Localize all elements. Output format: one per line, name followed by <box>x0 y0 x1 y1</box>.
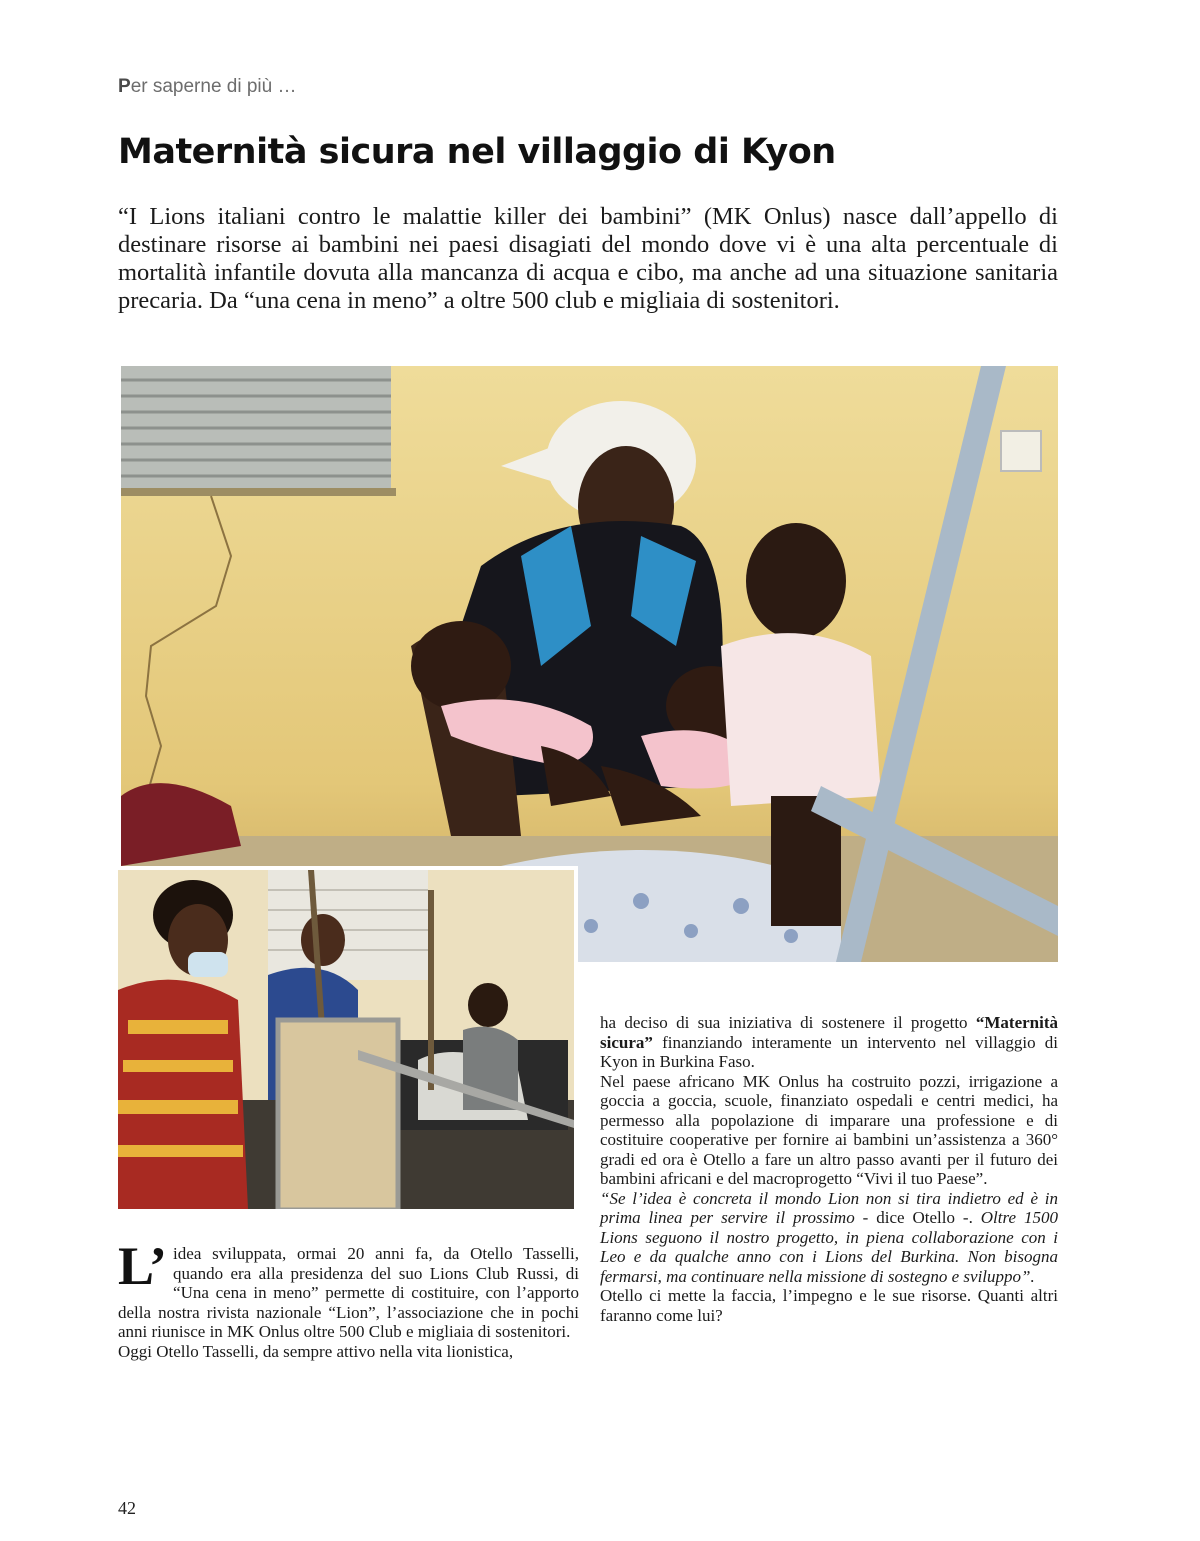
quote-attribution: - dice Otello -. <box>854 1208 981 1227</box>
quote-text: Oltre 1500 Lions seguono il nostro progetto, in piena collaborazione con i Leo e da qualche anno con i Lions del Burkina. Non bisogna fermarsi, ma continuare nella missione di sostegno e sviluppo”. <box>600 1208 1058 1286</box>
article-paragraph: Nel paese africano MK Onlus ha costruito pozzi, irrigazione a goccia a goccia, scuole, finanziato ospedali e centri medici, ha permesso alla popolazione di imparare una professione e di costituire cooperative per fornire ai bambini un’assistenza a 360° gradi ed ora è Otello a fare un altro passo avanti per il futuro dei bambini africani e del macroprogetto “Vivi il tuo Paese”. <box>600 1071 1058 1188</box>
photo-hospital-room-drawing <box>118 870 574 1209</box>
article-paragraph <box>600 1013 1058 1072</box>
kicker-text: er saperne di più … <box>130 76 297 97</box>
paragraph-text: ha deciso di sua iniziativa di sostenere il progetto <box>600 1013 976 1032</box>
section-kicker <box>118 76 297 98</box>
kicker-initial: P <box>118 76 131 97</box>
article-quote <box>600 1189 1058 1287</box>
article-paragraph-intro <box>118 1236 579 1342</box>
drop-cap: L’ <box>118 1236 168 1296</box>
quote-text: “Se l’idea è concreta il mondo Lion non si tira indietro ed è in prima linea per servire il prossimo <box>600 1188 1058 1227</box>
article-lead: “I Lions italiani contro le malattie killer dei bambini” (MK Onlus) nasce dall’appello di destinare risorse ai bambini nei paesi disagiati del mondo dove vi è una alta percentuale di mortalità infantile dovuta alla mancanza di acqua e cibo, ma anche ad una situazione sanitaria precaria. Da “una cena in meno” a oltre 500 club e migliaia di sostenitori. <box>118 203 1058 314</box>
article-paragraph: Oggi Otello Tasselli, da sempre attivo nella vita lionistica, <box>118 1341 514 1361</box>
paragraph-text: idea sviluppata, ormai 20 anni fa, da Otello Tasselli, quando era alla presidenza del suo Lions Club Russi, di “Una cena in meno” permette di costituire, con l’apporto della nostra rivista nazionale “Lion”, l’associazione che in pochi anni riunisce in MK Onlus oltre 500 Club e migliaia di sostenitori. <box>118 1244 579 1341</box>
article-title: Maternità sicura nel villaggio di Kyon <box>118 132 836 172</box>
photo-hospital-room <box>118 866 578 1209</box>
article-body-right-column <box>600 1013 1058 1325</box>
paragraph-text: finanziando interamente un intervento nel villaggio di Kyon in Burkina Faso. <box>600 1032 1058 1071</box>
article-body-left-column <box>118 1236 579 1361</box>
article-paragraph: Otello ci mette la faccia, l’impegno e le sue risorse. Quanti altri faranno come lui? <box>600 1286 1058 1325</box>
project-name: “Maternità sicura” <box>600 1013 1058 1052</box>
page-number: 42 <box>118 1498 136 1518</box>
